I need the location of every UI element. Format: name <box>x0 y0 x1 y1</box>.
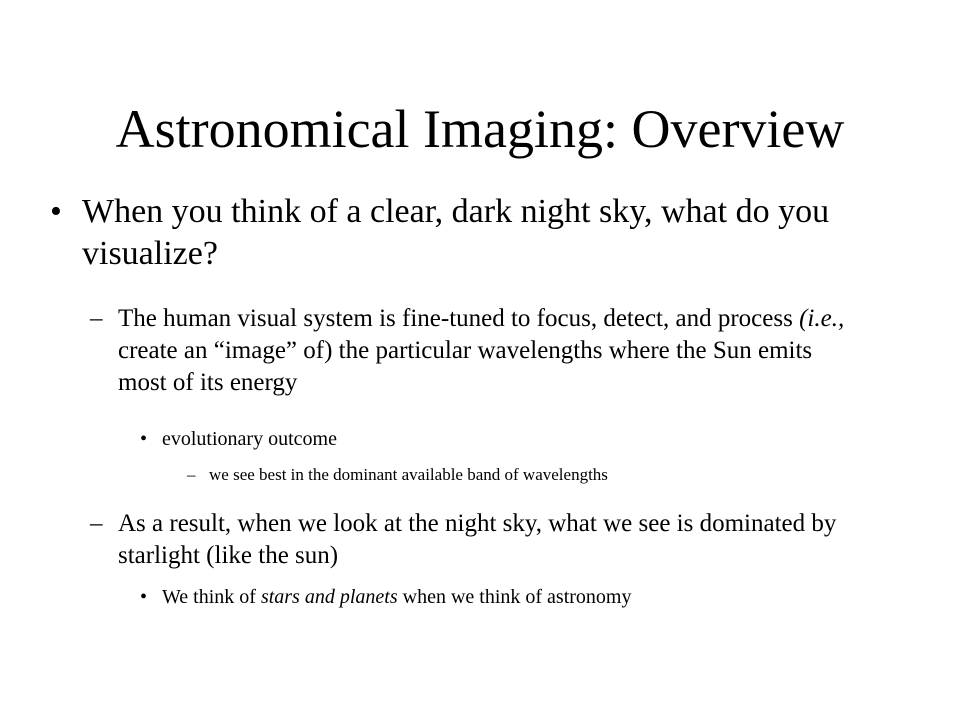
sub-dash-level-4 <box>187 464 827 486</box>
italic-text: (i.e., <box>799 305 845 332</box>
bullet-text <box>162 584 860 610</box>
bullet-text: When you think of a clear, dark night sky, what do you visualize? <box>82 193 830 272</box>
bullet-level-3-astronomy <box>140 584 860 610</box>
bullet-text: evolutionary outcome <box>162 428 337 450</box>
dash-marker: – <box>90 510 103 537</box>
text-part: when we think of astronomy <box>397 586 632 608</box>
text-part: The human visual system is fine-tuned to focus, detect, and process <box>118 305 800 332</box>
sub-bullet-visual-system <box>90 303 850 399</box>
sub-bullet-text: As a result, when we look at the night sky, what we see is dominated by starlight (like the sun) <box>118 510 837 569</box>
bullet-marker: • <box>140 586 148 608</box>
sub-bullet-result <box>90 508 850 572</box>
dash-marker: – <box>187 465 196 484</box>
dash-marker: – <box>90 305 103 332</box>
sub-bullet-text <box>118 303 850 399</box>
bullet-level-1 <box>50 191 880 275</box>
text-part: We think of <box>162 586 261 608</box>
bullet-marker: • <box>140 428 148 450</box>
italic-text: stars and planets <box>260 586 398 608</box>
text-part: create an “image” of) the particular wavelengths where the Sun emits most of its energy <box>118 337 813 396</box>
bullet-level-3 <box>140 426 860 452</box>
dash-text: we see best in the dominant available band of wavelengths <box>209 465 608 484</box>
bullet-marker: • <box>50 193 62 230</box>
slide-title: Astronomical Imaging: Overview <box>115 99 845 159</box>
